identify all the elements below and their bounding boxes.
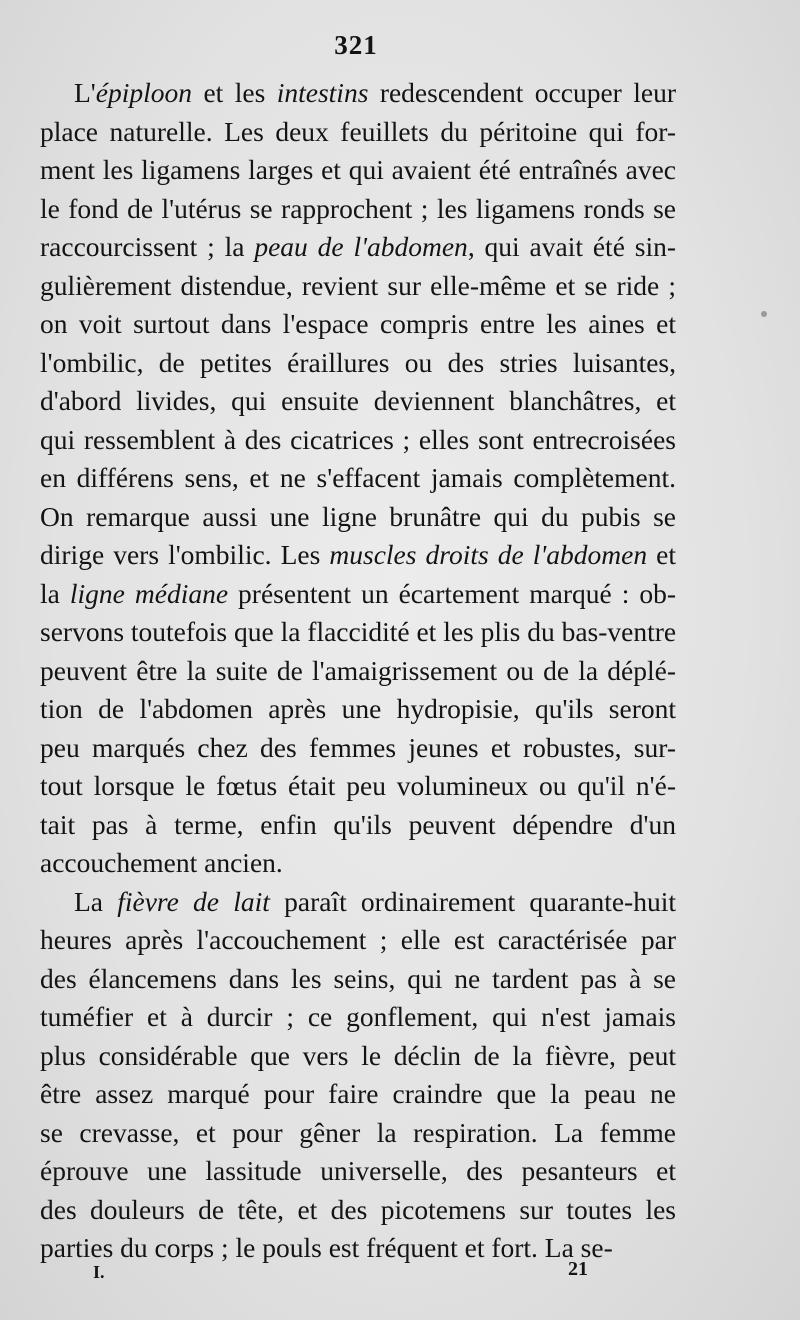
text-line bbox=[40, 1152, 676, 1191]
text-line bbox=[40, 575, 676, 614]
text-line bbox=[40, 344, 676, 383]
text-line bbox=[40, 806, 676, 845]
italic-term: épiploon bbox=[95, 77, 193, 108]
text-run: des douleurs de tête, et des picotemens sur toutes les bbox=[40, 1193, 676, 1225]
text-line bbox=[40, 652, 676, 691]
text-line bbox=[40, 536, 676, 575]
gathering-number: 21 bbox=[568, 1258, 588, 1280]
text-line bbox=[40, 844, 676, 883]
italic-term: fièvre de lait bbox=[117, 885, 270, 917]
text-line bbox=[40, 74, 676, 113]
text-run: le fond de l'utérus se rapprochent ; les ligamens ronds se bbox=[40, 192, 676, 224]
text-run: éprouve une lassitude universelle, des pesanteurs et bbox=[40, 1155, 676, 1186]
text-run: servons toutefois que la flaccidité et les plis du bas-ventre bbox=[40, 616, 677, 647]
italic-term: ligne médiane bbox=[69, 577, 229, 609]
body-text bbox=[40, 74, 676, 1268]
text-line bbox=[40, 729, 676, 768]
text-line bbox=[40, 998, 676, 1037]
text-run: la bbox=[40, 577, 70, 609]
text-run: heures après l'accouchement ; elle est caractérisée par bbox=[40, 924, 676, 955]
text-run: des élancemens dans les seins, qui ne tardent pas à se bbox=[40, 962, 676, 994]
text-run: ment les ligamens larges et qui avaient été entraînés avec bbox=[40, 154, 676, 185]
text-line bbox=[40, 421, 676, 460]
text-line bbox=[40, 690, 676, 729]
text-line bbox=[40, 267, 676, 306]
text-run: raccourcissent ; la bbox=[40, 231, 255, 262]
text-line bbox=[40, 498, 676, 537]
text-line bbox=[40, 113, 676, 152]
text-line bbox=[40, 228, 676, 267]
text-run: l'ombilic, de petites éraillures ou des stries luisantes, bbox=[40, 346, 676, 378]
text-run: dirige vers l'ombilic. Les bbox=[40, 539, 330, 570]
text-run: se crevasse, et pour gêner la respiration. La femme bbox=[40, 1116, 676, 1148]
italic-term: muscles droits de l'abdomen bbox=[329, 539, 648, 570]
text-line bbox=[40, 921, 676, 960]
text-run: La bbox=[74, 885, 118, 917]
text-run: tait pas à terme, enfin qu'ils peuvent dépendre d'un bbox=[40, 808, 676, 840]
text-run: accouchement ancien. bbox=[40, 847, 283, 878]
text-run: et les bbox=[192, 77, 277, 108]
text-run: peuvent être la suite de l'amaigrissement ou de la déplé- bbox=[40, 654, 676, 686]
text-run: présentent un écartement marqué : ob- bbox=[228, 577, 677, 609]
text-line bbox=[40, 305, 676, 344]
text-run: paraît ordinairement quarante-huit bbox=[269, 885, 676, 917]
paper-speck bbox=[761, 311, 767, 317]
paragraph bbox=[40, 883, 676, 1268]
text-run: tuméfier et à durcir ; ce gonflement, qui n'est jamais bbox=[40, 1001, 676, 1032]
text-line bbox=[40, 767, 676, 806]
text-run: tout lorsque le fœtus était peu volumineux ou qu'il n'é- bbox=[40, 770, 676, 801]
text-line bbox=[40, 1191, 676, 1230]
text-line bbox=[40, 459, 676, 498]
text-run: être assez marqué pour faire craindre que la peau ne bbox=[40, 1078, 676, 1109]
italic-term: intestins bbox=[276, 77, 369, 108]
text-line bbox=[40, 382, 676, 421]
text-line bbox=[40, 613, 676, 652]
text-run: gulièrement distendue, revient sur elle-même et se ride ; bbox=[40, 269, 676, 301]
text-line bbox=[40, 1075, 676, 1114]
text-run: qui ressemblent à des cicatrices ; elles sont entrecroisées bbox=[40, 423, 676, 455]
text-run: en différens sens, et ne s'effacent jamais complètement. bbox=[40, 462, 676, 493]
text-line bbox=[40, 1114, 676, 1153]
text-run: redescendent occuper leur bbox=[368, 77, 676, 108]
text-line bbox=[40, 1037, 676, 1076]
text-run: peu marqués chez des femmes jeunes et robustes, sur- bbox=[40, 731, 676, 763]
text-line bbox=[40, 883, 676, 922]
paragraph bbox=[40, 74, 676, 883]
italic-term: peau de l'abdomen bbox=[254, 231, 468, 262]
text-run: plus considérable que vers le déclin de la fièvre, peut bbox=[40, 1039, 676, 1071]
page-number: 321 bbox=[334, 30, 378, 60]
text-run: , qui avait été sin- bbox=[467, 231, 677, 262]
text-line bbox=[40, 960, 676, 999]
text-line bbox=[40, 151, 676, 190]
text-run: d'abord livides, qui ensuite deviennent blanchâtres, et bbox=[40, 385, 676, 416]
text-run: place naturelle. Les deux feuillets du péritoine qui for- bbox=[40, 115, 676, 147]
text-run: on voit surtout dans l'espace compris entre les aines et bbox=[40, 308, 676, 339]
text-run: et bbox=[647, 539, 676, 570]
text-line bbox=[40, 190, 676, 229]
text-run: On remarque aussi une ligne brunâtre qui du pubis se bbox=[40, 500, 676, 532]
text-run: tion de l'abdomen après une hydropisie, qu'ils seront bbox=[40, 693, 676, 724]
text-run: parties du corps ; le pouls est fréquent et fort. La se- bbox=[40, 1232, 613, 1263]
signature-mark: I. bbox=[93, 1262, 105, 1282]
text-run: L' bbox=[74, 77, 96, 108]
